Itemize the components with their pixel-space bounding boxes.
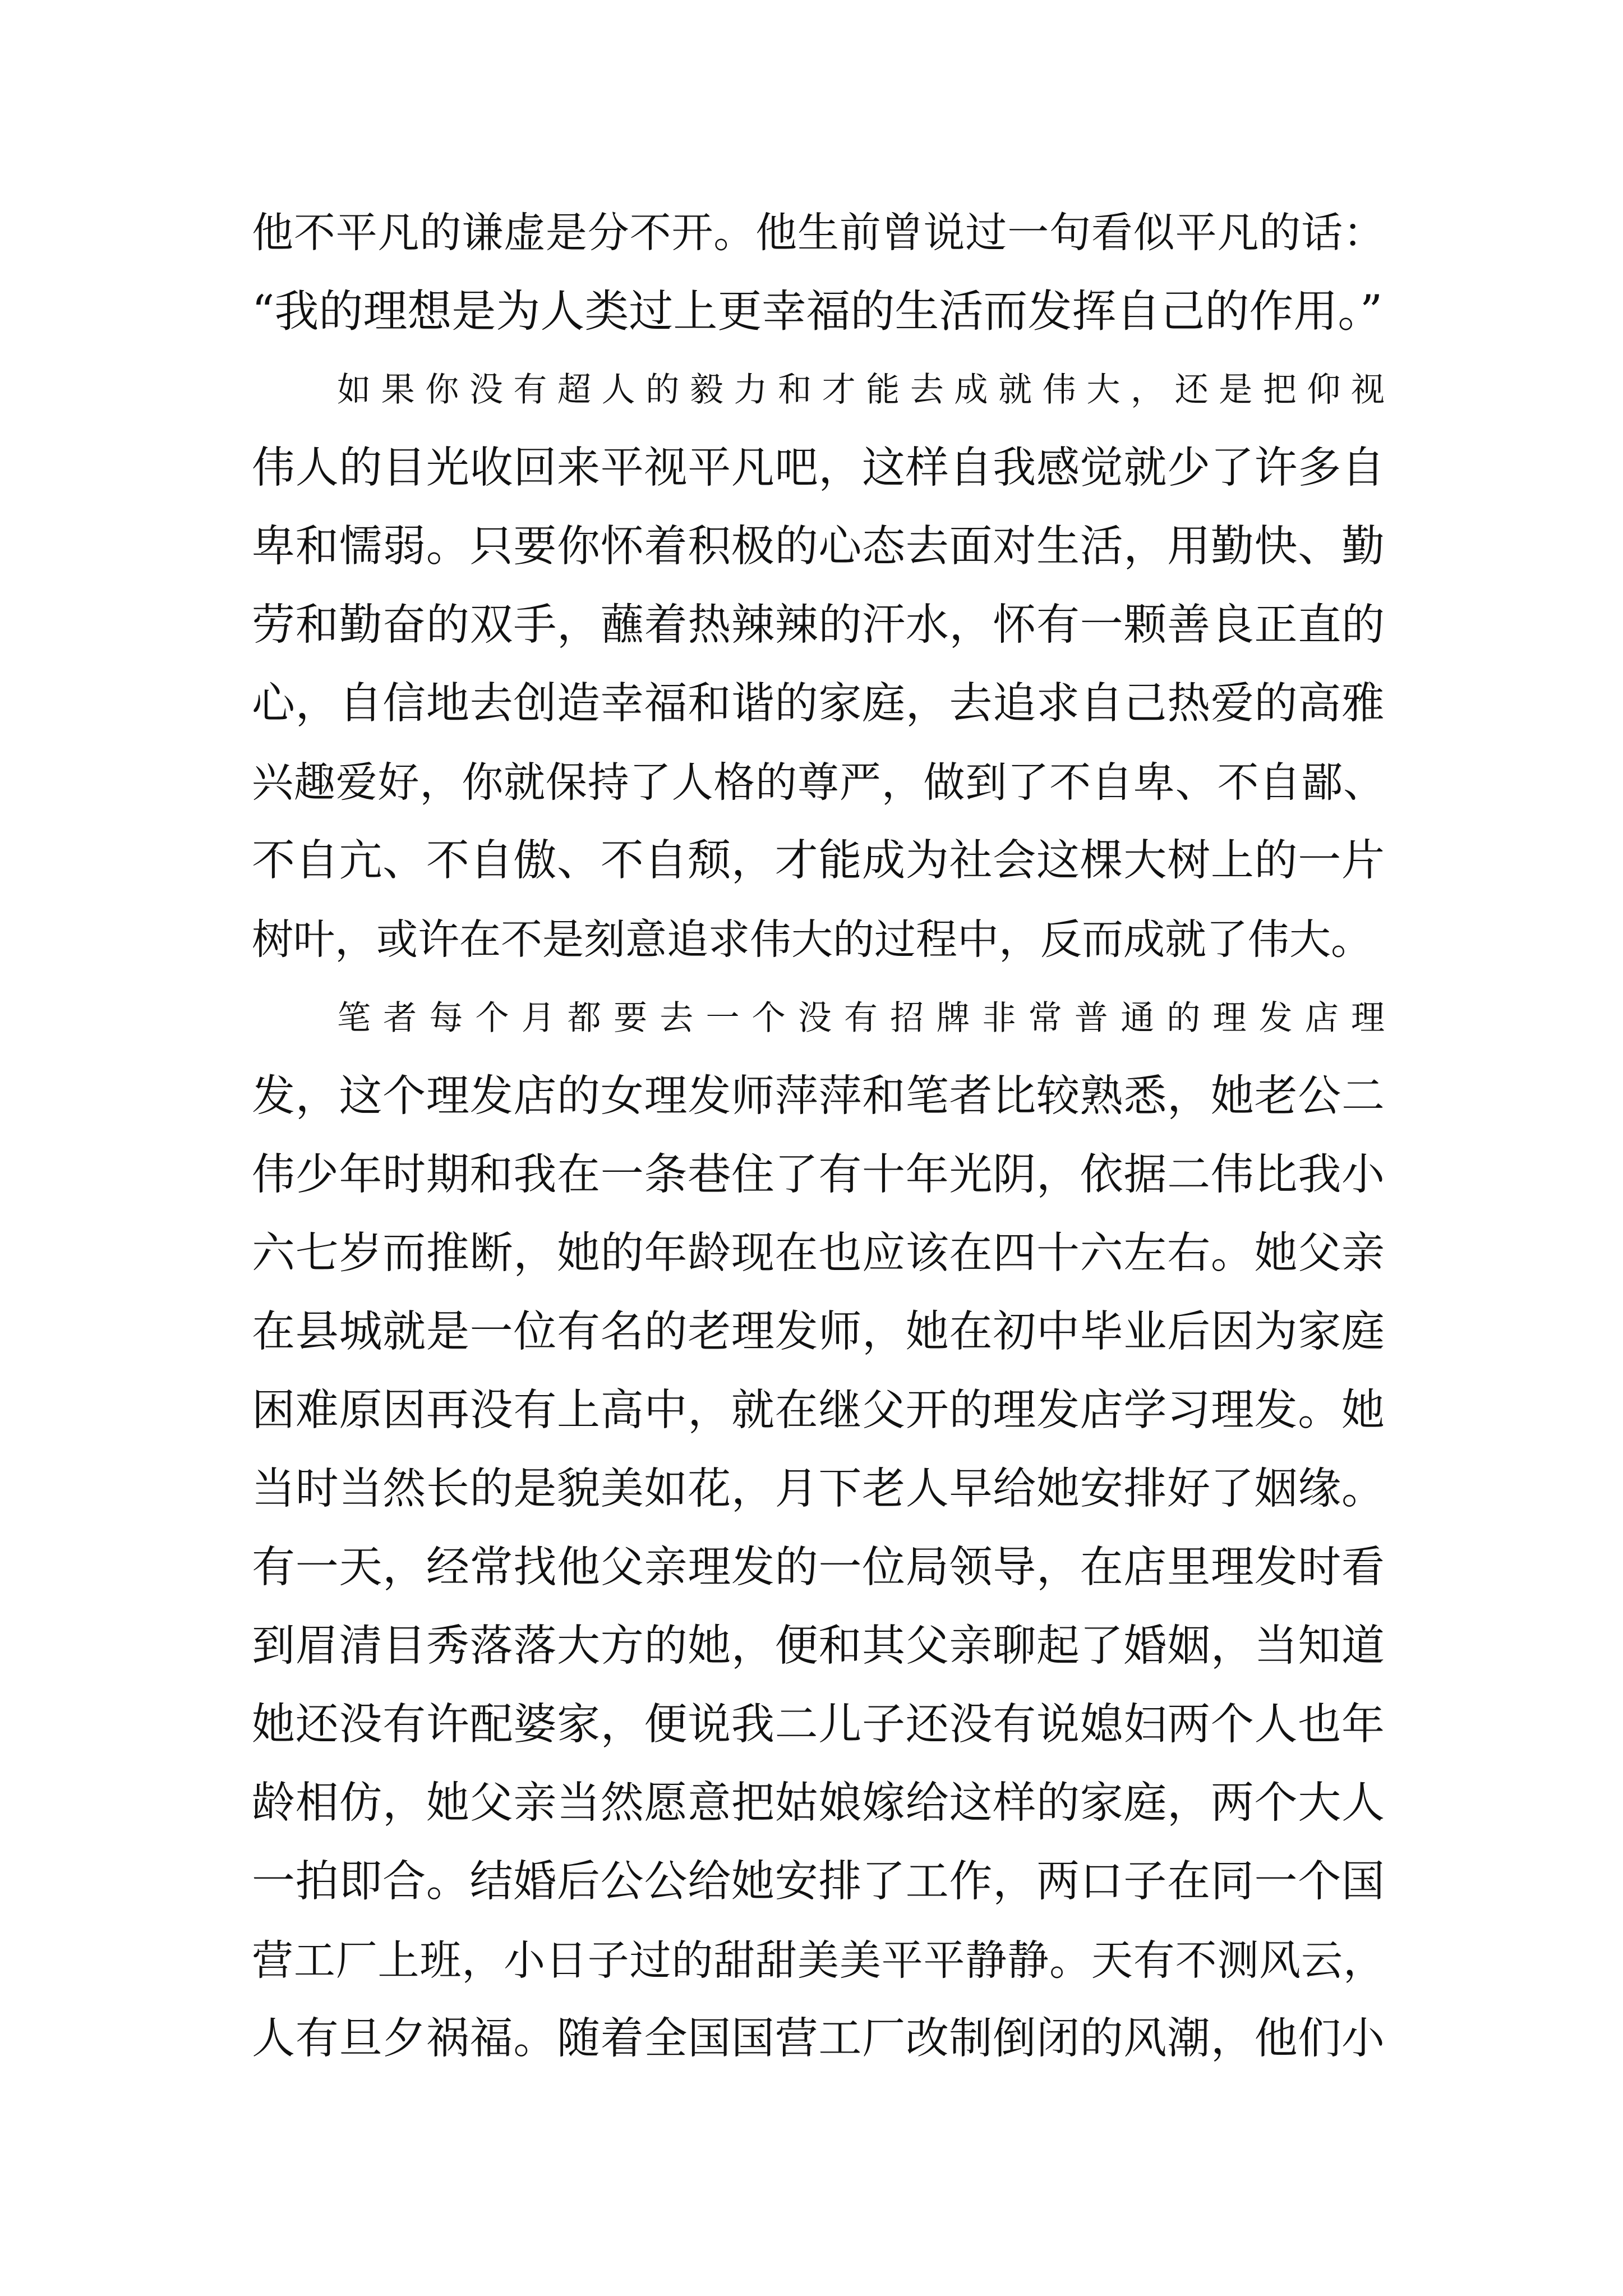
text-line: 当时当然长的是貌美如花，月下老人早给她安排好了姻缘。 (252, 1464, 1385, 1514)
text-line: 龄相仿，她父亲当然愿意把姑娘嫁给这样的家庭，两个大人 (252, 1778, 1385, 1828)
text-line: 兴趣爱好，你就保持了人格的尊严，做到了不自卑、不自鄙、 (252, 758, 1385, 807)
text-line: 伟人的目光收回来平视平凡吧，这样自我感觉就少了许多自 (252, 443, 1385, 493)
body-text (252, 194, 1385, 2078)
text-line: 卑和懦弱。只要你怀着积极的心态去面对生活，用勤快、勤 (252, 522, 1385, 572)
text-line: 不自亢、不自傲、不自颓，才能成为社会这棵大树上的一片 (252, 836, 1385, 886)
text-line: 困难原因再没有上高中，就在继父开的理发店学习理发。她 (252, 1386, 1385, 1435)
text-line: 在县城就是一位有名的老理发师，她在初中毕业后因为家庭 (252, 1307, 1385, 1357)
text-line: 笔者每个月都要去一个没有招牌非常普通的理发店理 (337, 999, 1385, 1038)
text-line: 伟少年时期和我在一条巷住了有十年光阴，依据二伟比我小 (252, 1150, 1385, 1200)
text-line: 有一天，经常找他父亲理发的一位局领导，在店里理发时看 (252, 1543, 1385, 1593)
text-line: 如果你没有超人的毅力和才能去成就伟大，还是把仰视 (337, 370, 1385, 409)
text-line: 到眉清目秀落落大方的她，便和其父亲聊起了婚姻，当知道 (252, 1621, 1385, 1671)
text-line: 她还没有许配婆家，便说我二儿子还没有说媳妇两个人也年 (252, 1700, 1385, 1750)
text-line: “我的理想是为人类过上更幸福的生活而发挥自己的作用。” (252, 286, 1383, 337)
text-line: 劳和勤奋的双手，蘸着热辣辣的汗水，怀有一颗善良正直的 (252, 600, 1385, 650)
text-line: 心，自信地去创造幸福和谐的家庭，去追求自己热爱的高雅 (252, 679, 1385, 729)
text-line: 营工厂上班，小日子过的甜甜美美平平静静。天有不测风云， (252, 1936, 1385, 1985)
text-line: 六七岁而推断，她的年龄现在也应该在四十六左右。她父亲 (252, 1228, 1385, 1278)
text-line: 人有旦夕祸福。随着全国国营工厂改制倒闭的风潮，他们小 (252, 2014, 1385, 2064)
text-line: 发，这个理发店的女理发师萍萍和笔者比较熟悉，她老公二 (252, 1071, 1385, 1121)
text-line: 他不平凡的谦虚是分不开。他生前曾说过一句看似平凡的话： (252, 209, 1385, 257)
text-line: 树叶，或许在不是刻意追求伟大的过程中，反而成就了伟大。 (252, 915, 1372, 964)
text-line: 一拍即合。结婚后公公给她安排了工作，两口子在同一个国 (252, 1857, 1385, 1907)
